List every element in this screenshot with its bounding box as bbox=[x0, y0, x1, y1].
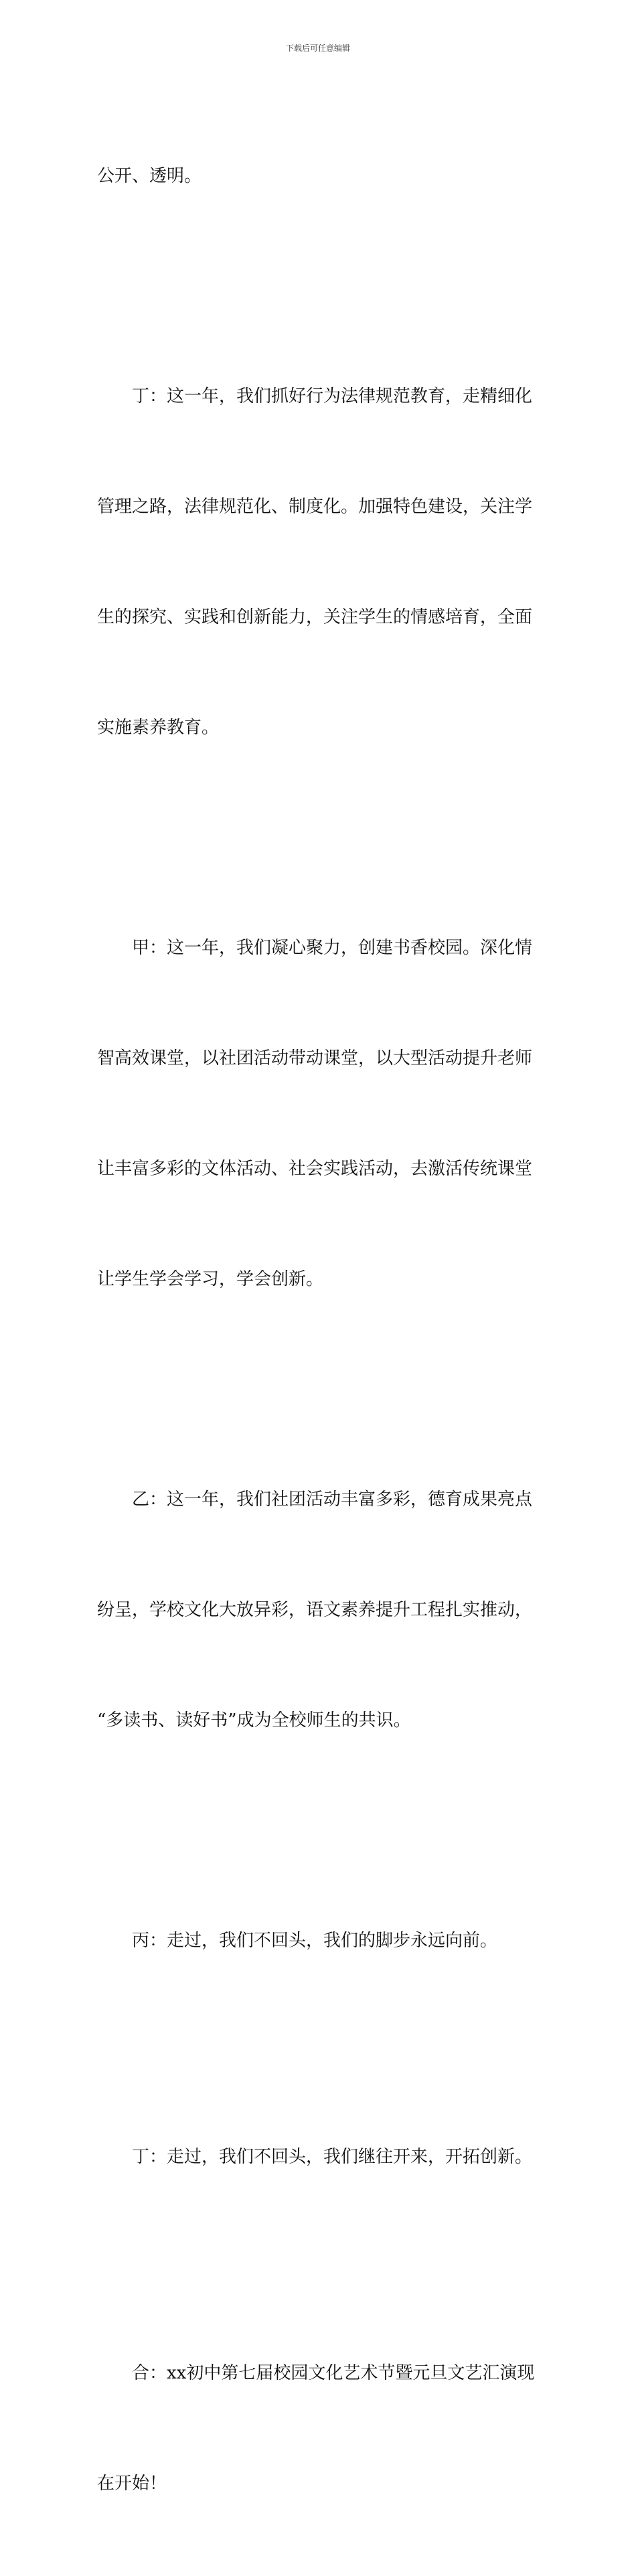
paragraph-line: 让学生学会学习，学会创新。 bbox=[97, 1269, 324, 1289]
document-body bbox=[97, 84, 540, 2576]
page-header: 下载后可任意编辑 bbox=[285, 44, 350, 53]
paragraph-line: 乙：这一年，我们社团活动丰富多彩，德育成果亮点 bbox=[132, 1490, 533, 1510]
paragraph-line: 丁：走过，我们不回头，我们继往开来，开拓创新。 bbox=[132, 2147, 533, 2167]
paragraph-line: 管理之路，法律规范化、制度化。加强特色建设，关注学 bbox=[97, 497, 533, 517]
paragraph-5 bbox=[97, 1849, 540, 2033]
paragraph-4 bbox=[97, 1408, 540, 1813]
paragraph-2 bbox=[97, 305, 540, 820]
paragraph-line: 甲：这一年，我们凝心聚力，创建书香校园。深化情 bbox=[132, 938, 533, 958]
paragraph-7 bbox=[97, 2281, 540, 2576]
paragraph-3 bbox=[97, 856, 540, 1372]
paragraph-6 bbox=[97, 2065, 540, 2249]
paragraph-line: 生的探究、实践和创新能力，关注学生的情感培育，全面 bbox=[97, 607, 533, 627]
paragraph-line: 实施素养教育。 bbox=[97, 718, 220, 738]
paragraph-line: 让丰富多彩的文体活动、社会实践活动，去激活传统课堂 bbox=[97, 1159, 533, 1179]
paragraph-line: 丙：走过，我们不回头，我们的脚步永远向前。 bbox=[132, 1931, 498, 1951]
paragraph-line: 纷呈，学校文化大放异彩，语文素养提升工程扎实推动， bbox=[97, 1600, 533, 1620]
paragraph-line: “多读书、读好书”成为全校师生的共识。 bbox=[97, 1710, 411, 1730]
paragraph-line: 公开、透明。 bbox=[97, 166, 202, 186]
paragraph-line: 合：xx初中第七届校园文化艺术节暨元旦文艺汇演现 bbox=[132, 2363, 535, 2383]
paragraph-line: 在开始！ bbox=[97, 2474, 167, 2494]
paragraph-line: 丁：这一年，我们抓好行为法律规范教育，走精细化 bbox=[132, 386, 533, 406]
paragraph-line: 智高效课堂，以社团活动带动课堂，以大型活动提升老师 bbox=[97, 1048, 533, 1068]
paragraph-1 bbox=[97, 84, 540, 268]
